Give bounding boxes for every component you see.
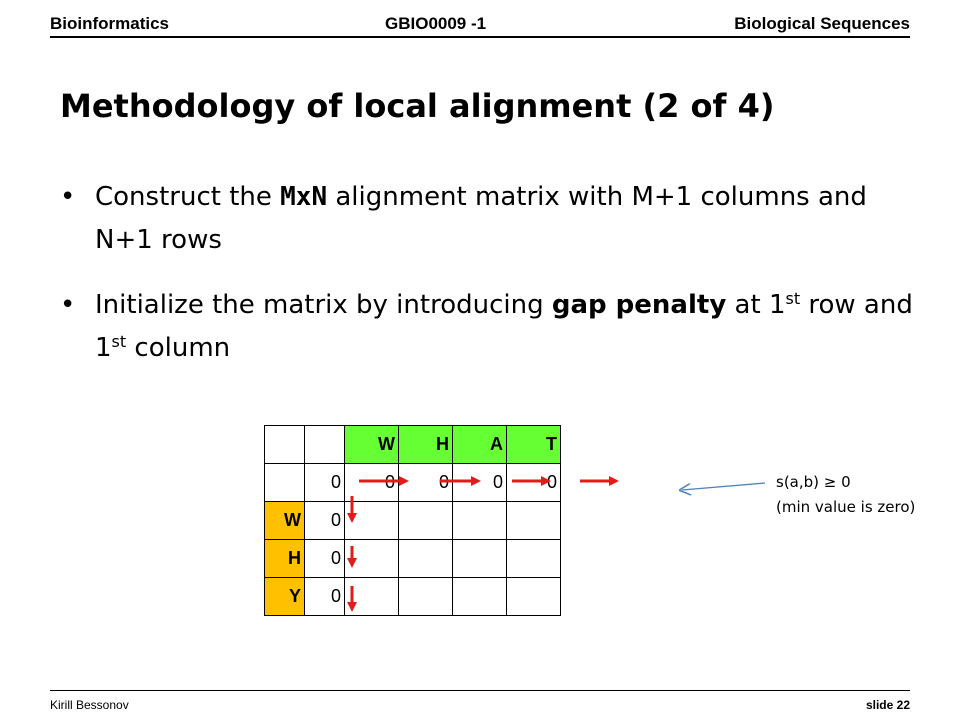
bullet1-code: MxN	[280, 182, 328, 212]
bullet1-suffix: alignment matrix with M+1 columns and N+1 rows	[95, 182, 867, 255]
bullet-list	[60, 176, 930, 392]
init-value-cell: 0	[345, 464, 399, 502]
bullet2-suffix: column	[126, 333, 231, 363]
matrix-cell	[399, 578, 453, 616]
matrix-cell	[453, 540, 507, 578]
matrix-row	[265, 540, 561, 578]
matrix-cell	[507, 540, 561, 578]
header-code: GBIO0009 -1	[385, 14, 487, 33]
alignment-matrix	[264, 425, 561, 616]
header-course: Bioinformatics	[50, 14, 170, 33]
bullet-initialize-matrix	[60, 284, 930, 370]
init-value-cell: 0	[453, 464, 507, 502]
pointer-arrow-icon	[682, 483, 765, 490]
init-value-cell: 0	[399, 464, 453, 502]
matrix-corner-cell	[265, 426, 305, 464]
slide-title: Methodology of local alignment (2 of 4)	[60, 87, 775, 125]
matrix-cell	[399, 502, 453, 540]
matrix-cell	[453, 578, 507, 616]
init-value-cell: 0	[305, 502, 345, 540]
col-header-cell: A	[453, 426, 507, 464]
score-annotation	[776, 470, 915, 520]
score-annotation-line1: s(a,b) ≥ 0	[776, 473, 851, 491]
col-header-cell: H	[399, 426, 453, 464]
init-value-cell: 0	[305, 540, 345, 578]
col-header-cell: T	[507, 426, 561, 464]
bullet2-sup1: st	[785, 289, 801, 308]
footer-slide-number: slide 22	[865, 698, 910, 712]
matrix-cell	[345, 540, 399, 578]
matrix-empty-cell	[305, 426, 345, 464]
matrix-cell	[507, 502, 561, 540]
row-header-cell: H	[265, 540, 305, 578]
bullet2-sup2: st	[111, 332, 127, 351]
score-annotation-line2: (min value is zero)	[776, 498, 916, 516]
matrix-cell	[399, 540, 453, 578]
col-header-cell: W	[345, 426, 399, 464]
bullet2-bold: gap penalty	[551, 290, 727, 320]
matrix-row	[265, 578, 561, 616]
bullet2-middle: at 1	[726, 290, 786, 320]
row-header-cell: W	[265, 502, 305, 540]
matrix-cell	[345, 578, 399, 616]
init-value-cell: 0	[305, 578, 345, 616]
bullet-construct-matrix	[60, 176, 930, 262]
matrix-row	[265, 502, 561, 540]
matrix-cell	[507, 578, 561, 616]
init-value-cell: 0	[507, 464, 561, 502]
matrix-init-row	[265, 464, 561, 502]
slide-footer	[50, 690, 910, 717]
row-header-cell: Y	[265, 578, 305, 616]
init-value-cell: 0	[305, 464, 345, 502]
matrix-cell	[345, 502, 399, 540]
bullet2-prefix: Initialize the matrix by introducing	[95, 290, 552, 320]
bullet2-middle2: row and 1	[95, 290, 913, 363]
footer-author: Kirill Bessonov	[50, 698, 129, 712]
matrix-cell	[453, 502, 507, 540]
slide-header	[50, 12, 910, 38]
matrix-empty-cell	[265, 464, 305, 502]
header-topic: Biological Sequences	[734, 14, 910, 33]
bullet1-prefix: Construct the	[95, 182, 281, 212]
matrix-header-row	[265, 426, 561, 464]
